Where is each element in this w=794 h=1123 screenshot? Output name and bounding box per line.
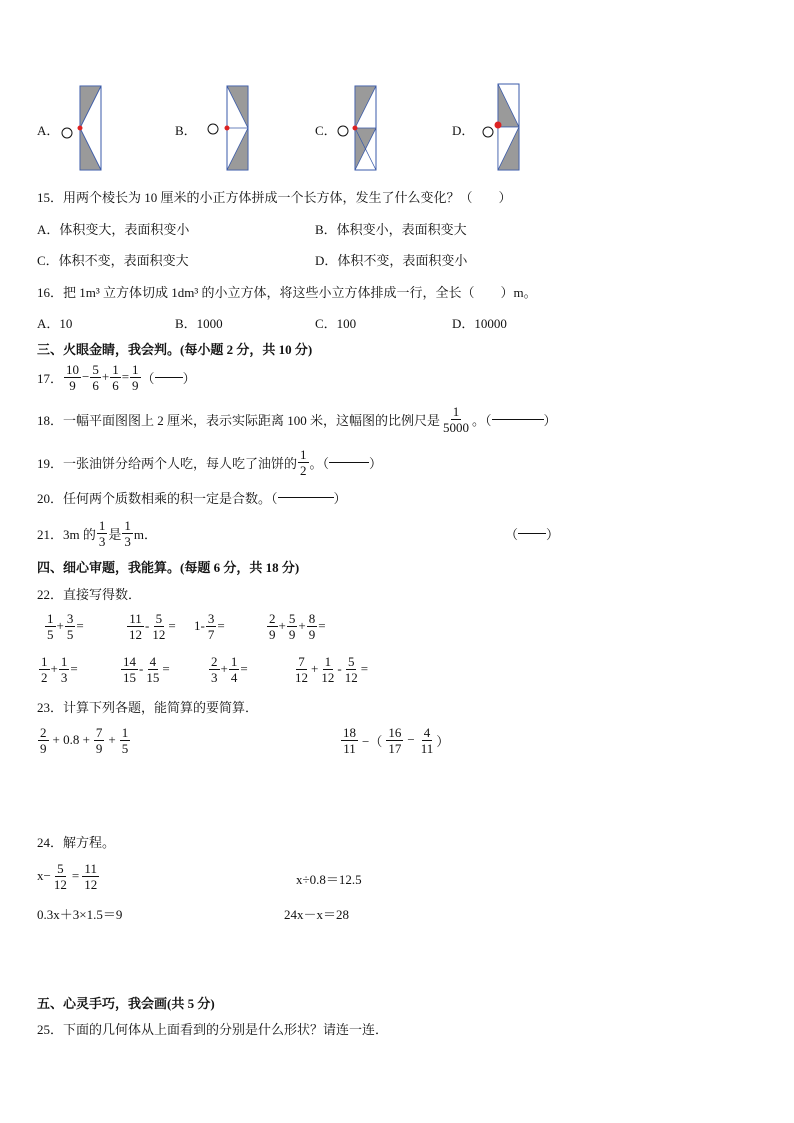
q14-option-a-label: A． xyxy=(37,123,60,138)
q14-figure-a xyxy=(60,86,106,172)
q14-option-b-label: B． xyxy=(175,123,197,138)
q14-figure-c xyxy=(336,86,382,172)
q17-answer-blank[interactable] xyxy=(155,377,183,378)
q15-option-d: D．体积不变，表面积变小 xyxy=(315,253,468,268)
q14-option-c-label: C． xyxy=(315,123,337,138)
q22-expr-2-1: $\frac{1}{2}$ + $\frac{1}{3}$ = xyxy=(41,653,78,685)
q22-expr-2-4: $\frac{7}{12}$ + $\frac{1}{12}$ - $\frac{5}{12}$ = xyxy=(295,653,369,685)
q17-number: 17． xyxy=(37,370,64,386)
q16-option-b: B．1000 xyxy=(175,316,223,331)
q17-equals: = xyxy=(121,369,130,384)
q20-paren-close: ） xyxy=(333,490,347,506)
q19-paren-open: 。（ xyxy=(309,455,330,471)
q22-expr-1-1: $\frac{1}{5}$ + $\frac{3}{5}$ = xyxy=(47,610,84,642)
q19 xyxy=(37,445,382,479)
q20-text: 20．任何两个质数相乘的积一定是合数。（ xyxy=(37,490,278,506)
q22-stem: 22．直接写得数． xyxy=(37,587,142,602)
q21-answer xyxy=(505,523,559,543)
q24-stem: 24．解方程。 xyxy=(37,835,116,850)
q17-paren-open: （ xyxy=(141,370,155,386)
q24-equation-3: 0.3x＋3×1.5＝9 xyxy=(37,907,123,922)
q24-equation-2: x÷0.8＝12.5 xyxy=(296,872,362,887)
q23-expression-2: $\frac{18}{11}$ −（ $\frac{16}{17}$ − $\frac{4}{11}$ ） xyxy=(343,724,450,756)
q21-paren-close: ） xyxy=(546,526,560,542)
q15-stem: 15．用两个棱长为 10 厘米的小正方体拼成一个长方体，发生了什么变化？（ ） xyxy=(37,190,512,205)
q22-expr-1-4: $\frac{2}{9}$ + $\frac{5}{9}$ + $\frac{8}{9}$ = xyxy=(269,610,326,642)
q18-paren-open: 。（ xyxy=(472,412,492,428)
section-4-heading: 四、细心审题，我能算。(每题 6 分，共 18 分) xyxy=(37,560,300,575)
q23-stem: 23．计算下列各题，能简算的要简算． xyxy=(37,700,259,715)
q18-answer-blank[interactable] xyxy=(492,419,544,420)
q15-option-a: A．体积变大，表面积变小 xyxy=(37,222,190,237)
q20 xyxy=(37,487,347,507)
q14-figure-b xyxy=(206,86,252,172)
q23-expression-1: $\frac{2}{9}$ + 0.8 + $\frac{7}{9}$ + $\frac{1}{5}$ xyxy=(40,724,129,756)
q15-option-c: C．体积不变，表面积变大 xyxy=(37,253,189,268)
q17-fraction-3: $\frac{1}{6}$ xyxy=(112,361,119,393)
q21-is: 是 xyxy=(108,526,122,542)
q21-fraction-2: $\frac{1}{3}$ xyxy=(124,517,131,549)
q22-expr-1-3: 1- $\frac{3}{7}$ = xyxy=(194,610,225,642)
q16-option-c: C．100 xyxy=(315,316,357,331)
q22-expr-2-3: $\frac{2}{3}$ + $\frac{1}{4}$ = xyxy=(211,653,248,685)
q21-number: 21．3m 的 xyxy=(37,526,96,542)
q19-text: 19．一张油饼分给两个人吃，每人吃了油饼的 xyxy=(37,455,298,471)
section-5-heading: 五、心灵手巧，我会画(共 5 分) xyxy=(37,996,215,1011)
q16-stem: 16．把 1m³ 立方体切成 1dm³ 的小立方体，将这些小立方体排成一行，全长（ ）m。 xyxy=(37,285,537,300)
q14-figure-d xyxy=(480,84,526,172)
section-3-heading: 三、火眼金睛，我会判。(每小题 2 分，共 10 分) xyxy=(37,342,313,357)
q21-unit: m． xyxy=(133,526,158,542)
q15-option-b: B．体积变小，表面积变大 xyxy=(315,222,467,237)
q21-fraction-1: $\frac{1}{3}$ xyxy=(98,517,106,549)
q19-fraction: $\frac{1}{2}$ xyxy=(300,446,307,478)
q24-equation-1: x− $\frac{5}{12}$ = $\frac{11}{12}$ xyxy=(37,860,98,892)
q24-equation-4: 24x－x＝28 xyxy=(284,907,350,922)
q17 xyxy=(37,360,196,394)
q20-answer-blank[interactable] xyxy=(278,497,334,498)
q17-fraction-4: $\frac{1}{9}$ xyxy=(132,361,139,393)
q18-paren-close: ） xyxy=(543,412,557,428)
q17-fraction-1: $\frac{10}{9}$ xyxy=(66,361,80,393)
q25-stem: 25．下面的几何体从上面看到的分别是什么形状？请连一连． xyxy=(37,1022,389,1037)
q17-paren-close: ） xyxy=(182,370,196,386)
q22-expr-2-2: $\frac{14}{15}$ - $\frac{4}{15}$ = xyxy=(123,653,170,685)
q19-paren-close: ） xyxy=(369,455,383,471)
q19-answer-blank[interactable] xyxy=(329,462,369,463)
q21-paren-open: （ xyxy=(505,526,519,542)
q14-option-d-label: D． xyxy=(452,123,475,138)
q22-expr-1-2: $\frac{11}{12}$ - $\frac{5}{12}$ = xyxy=(129,610,176,642)
q16-option-a: A．10 xyxy=(37,316,73,331)
q18-fraction: $\frac{1}{5000}$ xyxy=(443,403,470,435)
q17-plus: + xyxy=(101,369,110,384)
q17-fraction-2: $\frac{5}{6}$ xyxy=(92,361,99,393)
q21-answer-blank[interactable] xyxy=(518,533,546,534)
q16-option-d: D．10000 xyxy=(452,316,507,331)
q21 xyxy=(37,516,157,550)
q17-minus: − xyxy=(82,369,90,384)
q18 xyxy=(37,402,557,436)
q18-text: 18．一幅平面图图上 2 厘米，表示实际距离 100 米，这幅图的比例尺是 xyxy=(37,412,441,428)
